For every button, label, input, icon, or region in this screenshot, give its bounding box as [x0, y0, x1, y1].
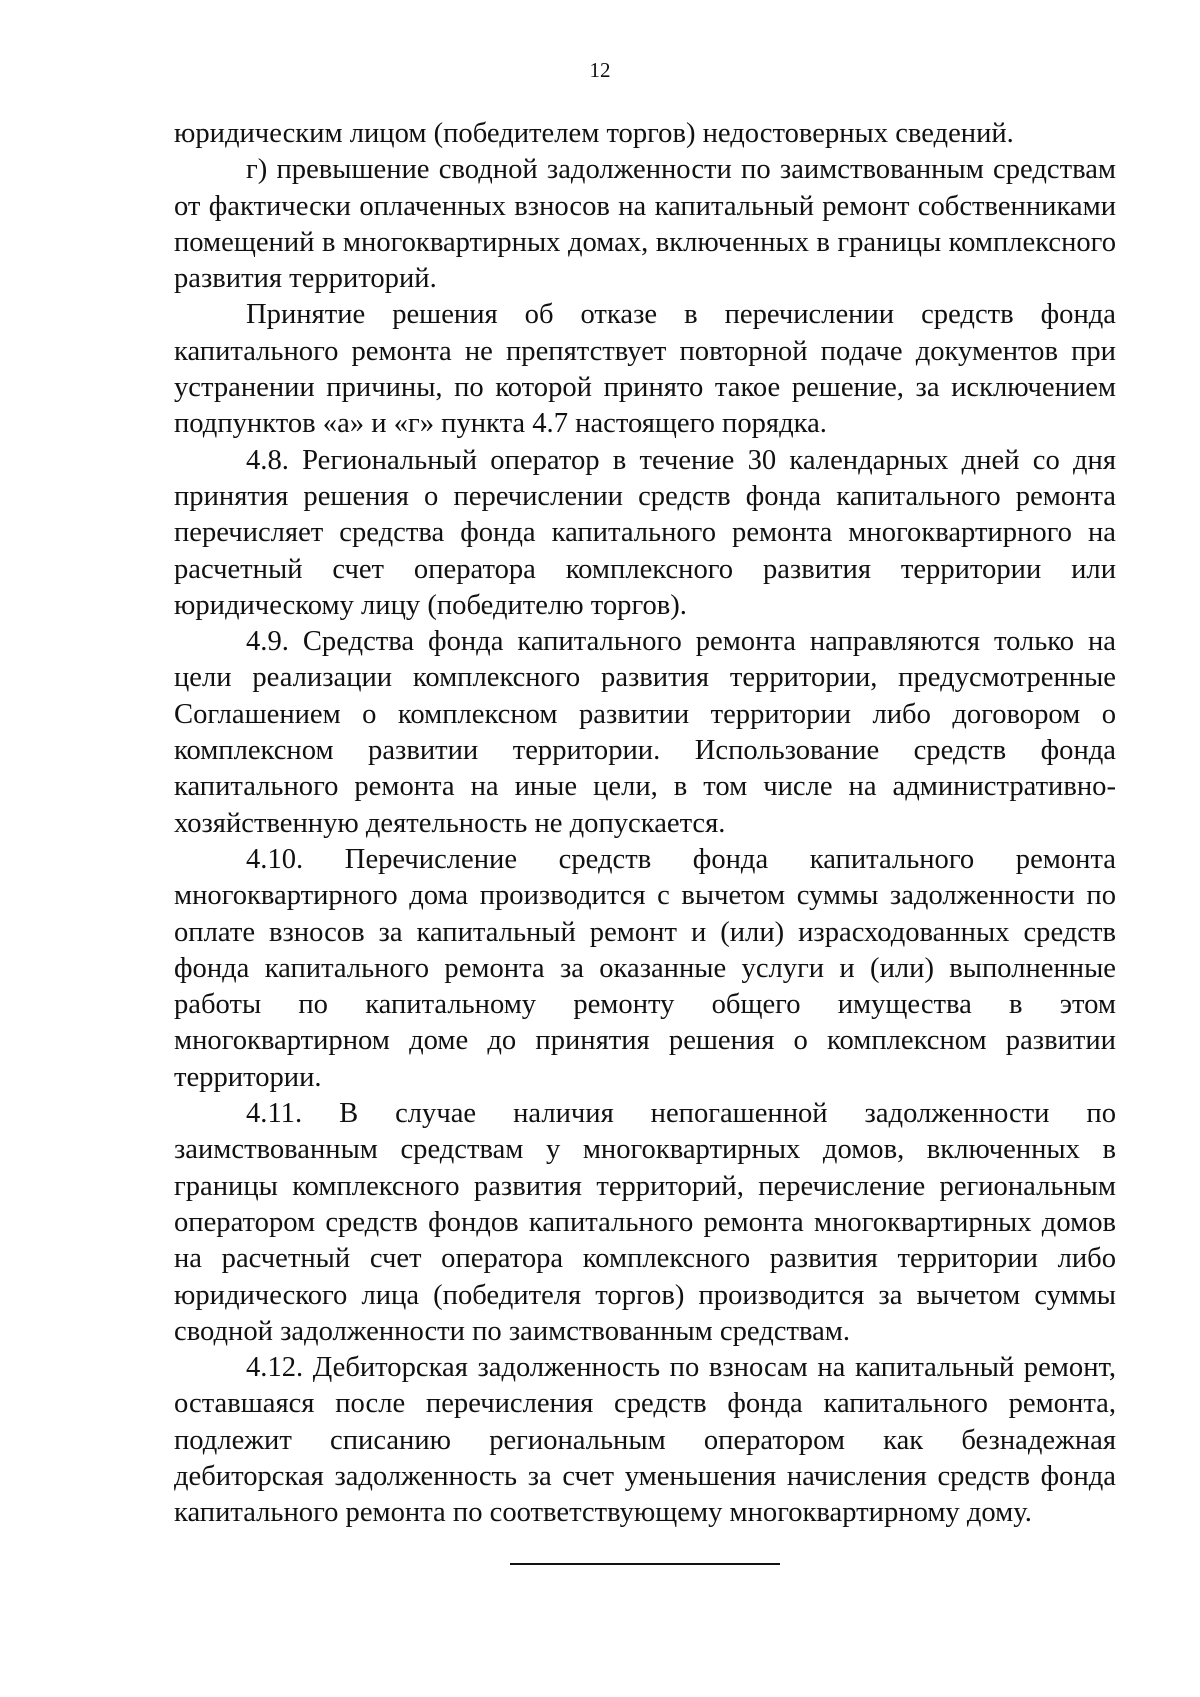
document-body — [174, 116, 1116, 1532]
paragraph-subitem-g: г) превышение сводной задолженности по заимствованным средствам от фактически оплаченных взносов на капитальный ремонт собственниками помещений в многоквартирных домах, включенных в границы комплексного развития территорий. — [174, 154, 1116, 295]
page-number: 12 — [589, 58, 611, 82]
end-of-document-rule — [510, 1563, 780, 1565]
paragraph-4-11: 4.11. В случае наличия непогашенной задолженности по заимствованным средствам у многоквартирных домов, включенных в границы комплексного развития территорий, перечисление региональным оператором средств фондов капитального ремонта многоквартирных домов на расчетный счет оператора комплексного развития территории либо юридического лица (победителя торгов) производится за вычетом суммы сводной задолженности по заимствованным средствам. — [174, 1098, 1116, 1347]
paragraph-4-10: 4.10. Перечисление средств фонда капитального ремонта многоквартирного дома производится с вычетом суммы задолженности по оплате взносов за капитальный ремонт и (или) израсходованных средств фонда капитального ремонта за оказанные услуги и (или) выполненные работы по капитальному ремонту общего имущества в этом многоквартирном доме до принятия решения о комплексном развитии территории. — [174, 843, 1116, 1093]
paragraph-4-8: 4.8. Региональный оператор в течение 30 календарных дней со дня принятия решения о перечислении средств фонда капитального ремонта перечисляет средства фонда капитального ремонта многоквартирного на расчетный счет оператора комплексного развития территории или юридическому лицу (победителю торгов). — [174, 444, 1116, 621]
paragraph-continuation: юридическим лицом (победителем торгов) недостоверных сведений. — [174, 118, 1014, 149]
paragraph-4-9: 4.9. Средства фонда капитального ремонта направляются только на цели реализации комплексного развития территории, предусмотренные Соглашением о комплексном развитии территории либо договором о комплексном развитии территории. Использование средств фонда капитального ремонта на иные цели, в том числе на административно-хозяйственную деятельность не допускается. — [174, 626, 1116, 839]
paragraph-refusal-decision: Принятие решения об отказе в перечислении средств фонда капитального ремонта не препятствует повторной подаче документов при устранении причины, по которой принято такое решение, за исключением подпунктов «а» и «г» пункта 4.7 настоящего порядка. — [174, 299, 1116, 440]
paragraph-4-12: 4.12. Дебиторская задолженность по взносам на капитальный ремонт, оставшаяся после перечисления средств фонда капитального ремонта, подлежит списанию региональным оператором как безнадежная дебиторская задолженность за счет уменьшения начисления средств фонда капитального ремонта по соответствующему многоквартирному дому. — [174, 1352, 1116, 1529]
